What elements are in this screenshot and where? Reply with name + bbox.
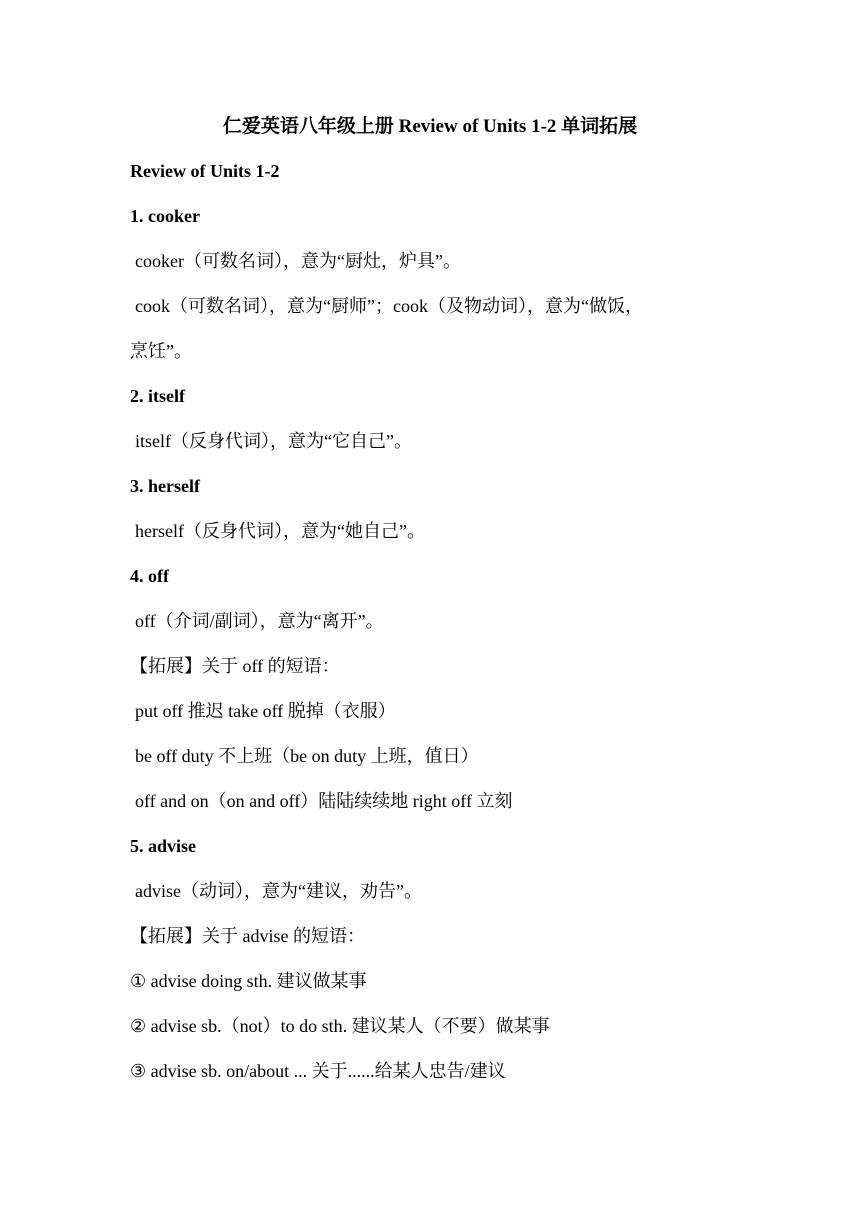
definition-itself: itself（反身代词），意为“它自己”。: [135, 431, 412, 451]
phrase-line: off and on（on and off）陆陆续续地 right off 立刻: [135, 791, 513, 811]
phrase-line: ③ advise sb. on/about ... 关于......给某人忠告/建议: [130, 1061, 506, 1081]
definition-cooker: cooker（可数名词），意为“厨灶，炉具”。: [135, 251, 461, 271]
word-heading-cooker: 1. cooker: [130, 206, 200, 226]
phrase-line: ② advise sb.（not）to do sth. 建议某人（不要）做某事: [130, 1016, 550, 1036]
word-heading-advise: 5. advise: [130, 836, 197, 856]
word-heading-itself: 2. itself: [130, 386, 185, 406]
definition-off: off（介词/副词），意为“离开”。: [135, 611, 384, 631]
definition-cook-continued: 烹饪”。: [130, 341, 192, 361]
definition-cook: cook（可数名词），意为“厨师”；cook（及物动词），意为“做饭，: [135, 296, 643, 316]
phrase-line: be off duty 不上班（be on duty 上班，值日）: [135, 746, 479, 766]
phrase-line: ① advise doing sth. 建议做某事: [130, 971, 367, 991]
extension-heading-advise: 【拓展】关于 advise 的短语：: [130, 926, 365, 946]
phrase-line: put off 推迟 take off 脱掉（衣服）: [135, 701, 396, 721]
definition-herself: herself（反身代词），意为“她自己”。: [135, 521, 425, 541]
extension-heading-off: 【拓展】关于 off 的短语：: [130, 656, 340, 676]
document-title: 仁爱英语八年级上册 Review of Units 1-2 单词拓展: [222, 116, 638, 137]
definition-advise: advise（动词），意为“建议，劝告”。: [135, 881, 422, 901]
word-heading-off: 4. off: [130, 566, 169, 586]
section-heading: Review of Units 1-2: [130, 161, 280, 181]
word-heading-herself: 3. herself: [130, 476, 200, 496]
